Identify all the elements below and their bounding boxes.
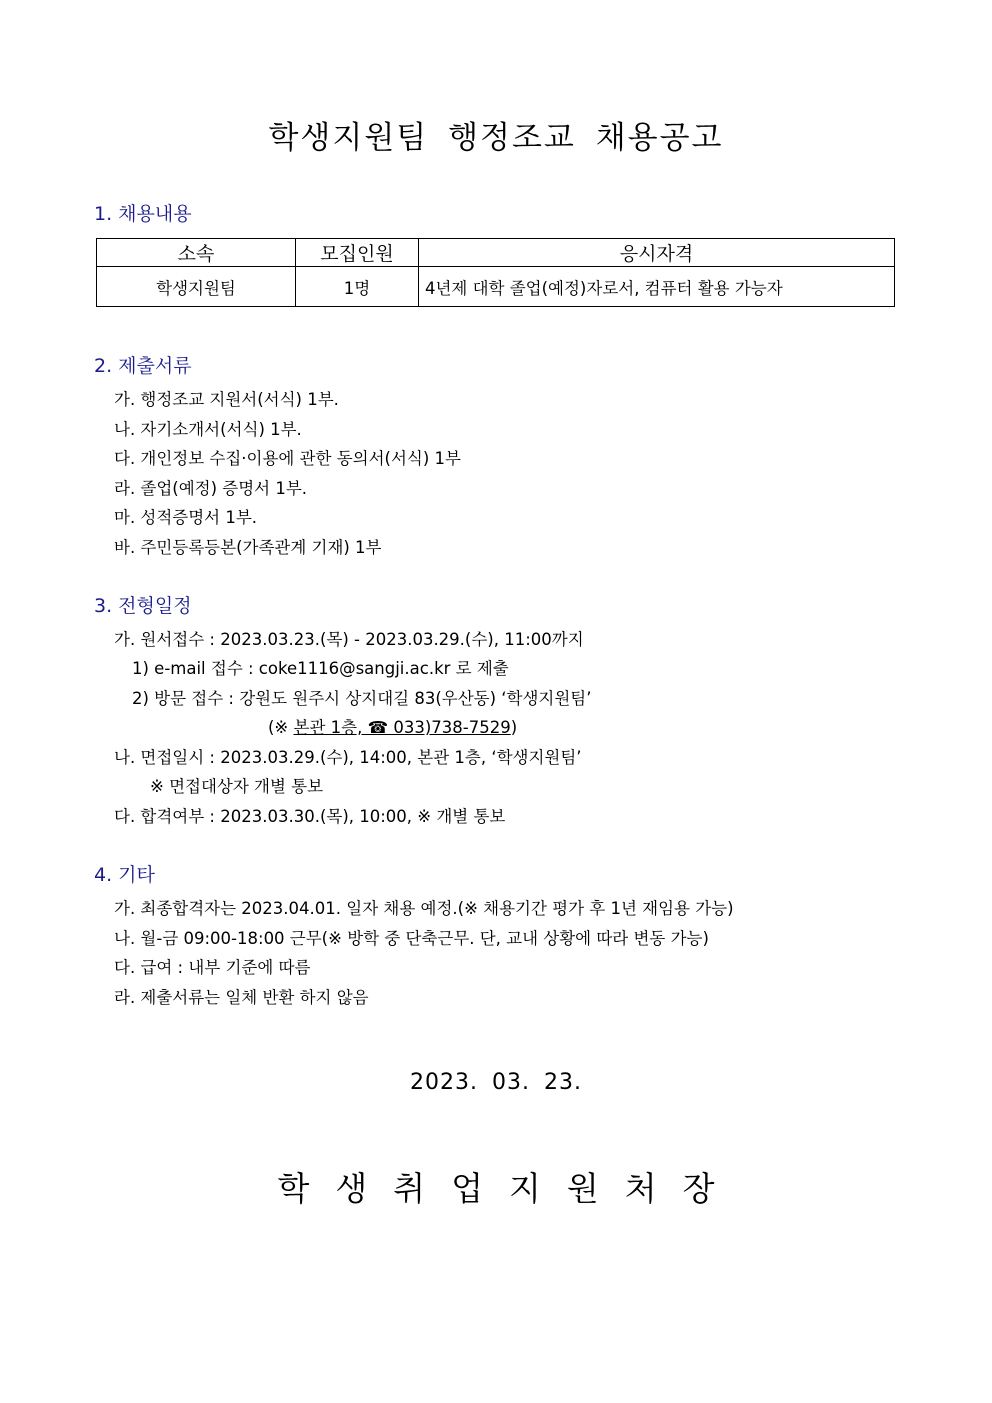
section-title: 제출서류: [118, 355, 192, 377]
etc-item: 가. 최종합격자는 2023.04.01. 일자 채용 예정.(※ 채용기간 평가 후 1년 재임용 가능): [114, 899, 734, 918]
document-item: 마. 성적증명서 1부.: [114, 508, 258, 527]
schedule-result: 다. 합격여부 : 2023.03.30.(목), 10:00, ※ 개별 통보: [114, 807, 506, 826]
section-heading-schedule: [94, 591, 192, 618]
page-title: 학생지원팀 행정조교 채용공고: [268, 120, 724, 156]
table-cell-qualification: 4년제 대학 졸업(예정)자로서, 컴퓨터 활용 가능자: [419, 267, 895, 307]
document-item: 바. 주민등록등본(가족관계 기재) 1부: [114, 538, 382, 557]
schedule-visit-detail: [268, 714, 517, 738]
announcement-date: 2023. 03. 23.: [410, 1070, 582, 1095]
document-item: 라. 졸업(예정) 증명서 1부.: [114, 479, 308, 498]
visit-detail-contact: 본관 1층, ☎ 033)738-7529: [293, 718, 511, 737]
section-heading-documents: [94, 351, 192, 378]
section-heading-recruit: [94, 199, 192, 226]
visit-detail-prefix: (※: [268, 718, 294, 737]
table-cell-headcount: 1명: [296, 267, 419, 307]
schedule-visit: 2) 방문 접수 : 강원도 원주시 상지대길 83(우산동) ‘학생지원팀’: [132, 689, 592, 708]
table-header-row: [97, 239, 895, 267]
schedule-email: 1) e-mail 접수 : coke1116@sangji.ac.kr 로 제출: [132, 659, 509, 678]
section-title: 채용내용: [118, 203, 192, 225]
document-item: 나. 자기소개서(서식) 1부.: [114, 420, 302, 439]
table-header-cell: 모집인원: [296, 239, 419, 267]
section-title: 전형일정: [118, 595, 192, 617]
etc-item: 나. 월-금 09:00-18:00 근무(※ 방학 중 단축근무. 단, 교내 상황에 따라 변동 가능): [114, 929, 709, 948]
table-header-cell: 응시자격: [419, 239, 895, 267]
section-number: 4.: [94, 864, 113, 886]
schedule-apply: 가. 원서접수 : 2023.03.23.(목) - 2023.03.29.(수), 11:00까지: [114, 630, 584, 649]
document-item: 가. 행정조교 지원서(서식) 1부.: [114, 390, 339, 409]
table-cell-department: 학생지원팀: [97, 267, 296, 307]
document-item: 다. 개인정보 수집·이용에 관한 동의서(서식) 1부: [114, 449, 461, 468]
section-number: 1.: [94, 203, 113, 225]
section-number: 2.: [94, 355, 113, 377]
etc-item: 다. 급여 : 내부 기준에 따름: [114, 958, 311, 977]
schedule-interview: 나. 면접일시 : 2023.03.29.(수), 14:00, 본관 1층, ‘학생지원팀’: [114, 748, 582, 767]
section-heading-etc: [94, 860, 155, 887]
section-number: 3.: [94, 595, 113, 617]
issuer-signature: 학생취업지원처장: [277, 1169, 741, 1208]
recruit-table: [96, 238, 895, 307]
table-row: [97, 267, 895, 307]
etc-item: 라. 제출서류는 일체 반환 하지 않음: [114, 988, 369, 1007]
table-header-cell: 소속: [97, 239, 296, 267]
schedule-interview-note: ※ 면접대상자 개별 통보: [150, 777, 324, 796]
visit-detail-suffix: ): [510, 718, 518, 737]
section-title: 기타: [118, 864, 155, 886]
